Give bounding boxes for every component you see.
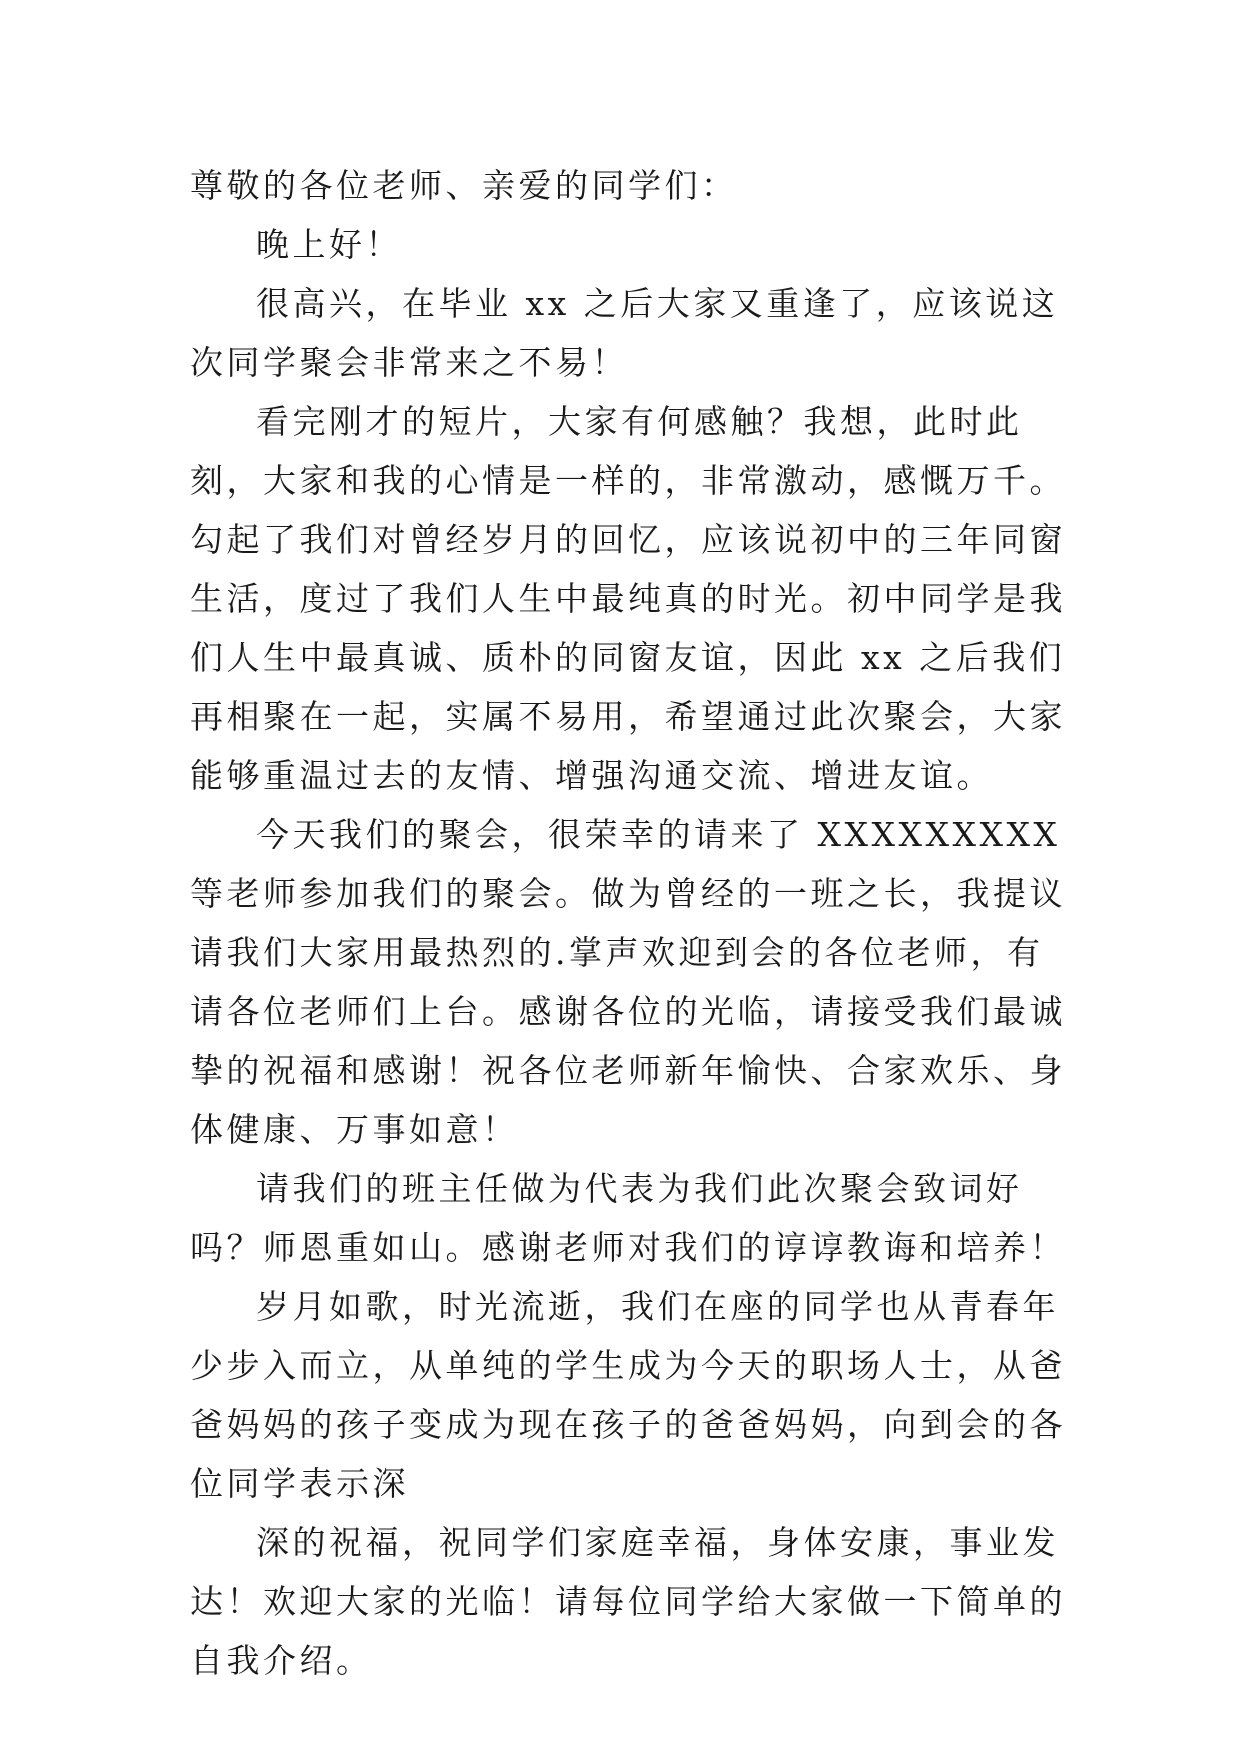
- paragraph-years: 岁月如歌，时光流逝，我们在座的同学也从青春年少步入而立，从单纯的学生成为今天的职场人士，从爸爸妈妈的孩子变成为现在孩子的爸爸妈妈，向到会的各位同学表示深: [190, 1287, 1066, 1503]
- paragraph-memories: 看完刚才的短片，大家有何感触？我想，此时此刻，大家和我的心情是一样的，非常激动，感慨万千。勾起了我们对曾经岁月的回忆，应该说初中的三年同窗生活，度过了我们人生中最纯真的时光。初中同学是我们人生中最真诚、质朴的同窗友谊，因此 xx 之后我们再相聚在一起，实属不易用，希望通过此次聚会，大家能够重温过去的友情、增强沟通交流、增进友谊。: [190, 402, 1066, 795]
- paragraph-wishes: 深的祝福，祝同学们家庭幸福，身体安康，事业发达！欢迎大家的光临！请每位同学给大家做一下简单的自我介绍。: [190, 1523, 1066, 1680]
- salutation: 尊敬的各位老师、亲爱的同学们：: [190, 166, 738, 205]
- greeting: 晚上好！: [256, 225, 402, 264]
- document-body: [190, 156, 1075, 1690]
- paragraph-reunion: 很高兴，在毕业 xx 之后大家又重逢了，应该说这次同学聚会非常来之不易！: [190, 284, 1059, 382]
- paragraph-teachers: 今天我们的聚会，很荣幸的请来了 XXXXXXXXX 等老师参加我们的聚会。做为曾经的一班之长，我提议请我们大家用最热烈的.掌声欢迎到会的各位老师，有请各位老师们上台。感谢各位的光临，请接受我们最诚挚的祝福和感谢！祝各位老师新年愉快、合家欢乐、身体健康、万事如意！: [190, 815, 1075, 1149]
- paragraph-head-teacher: 请我们的班主任做为代表为我们此次聚会致词好吗？师恩重如山。感谢老师对我们的谆谆教诲和培养！: [190, 1169, 1066, 1267]
